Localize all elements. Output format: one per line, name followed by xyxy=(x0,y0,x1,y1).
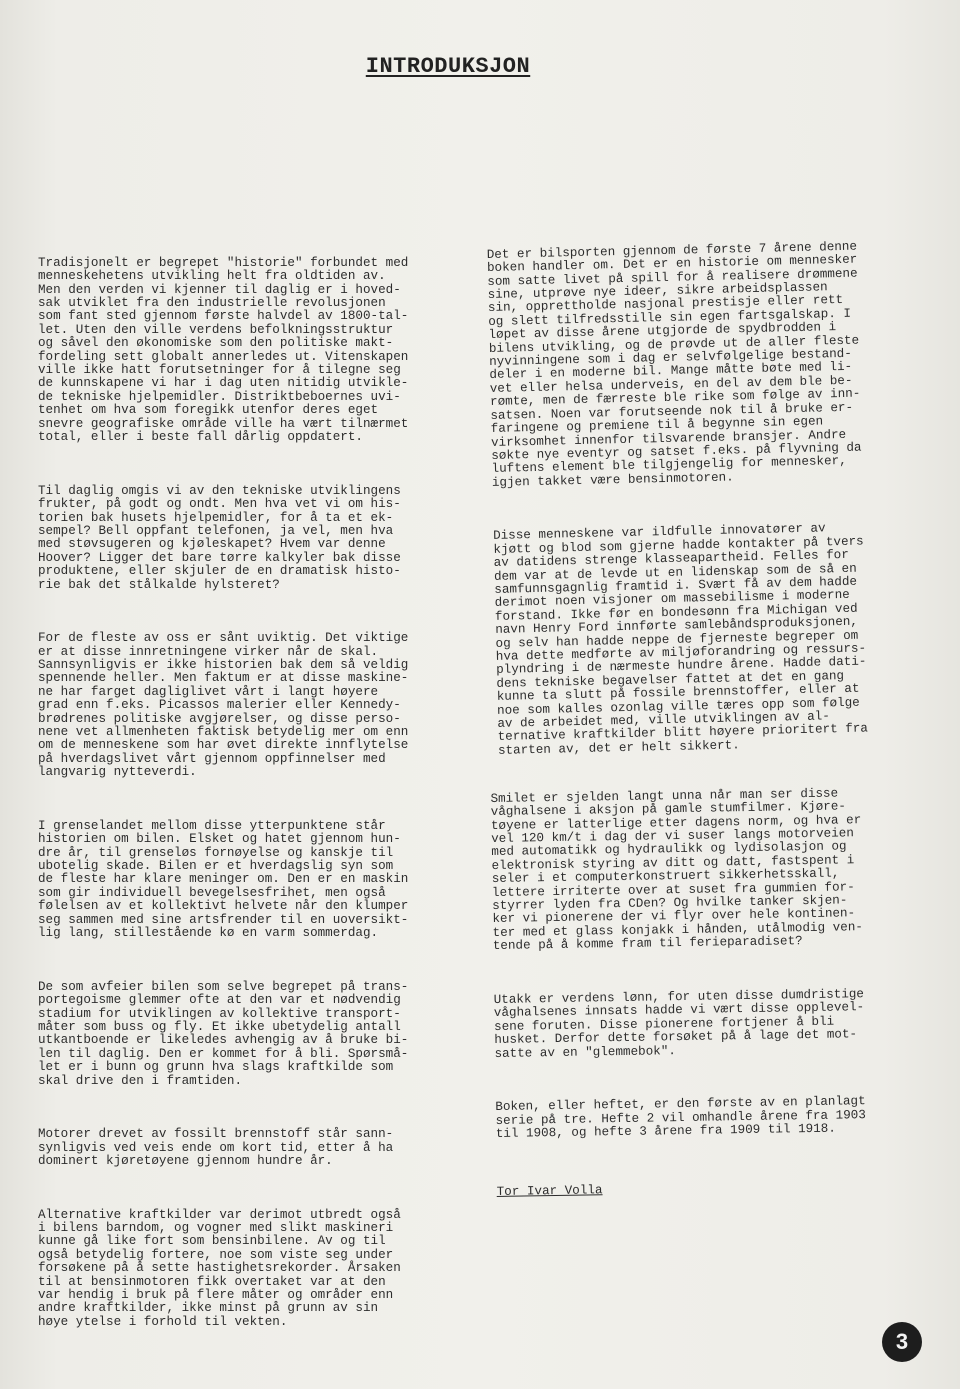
page-title: INTRODUKSJON xyxy=(365,54,531,79)
paragraph: Tradisjonelt er begrepet "historie" forbundet med menneskehetens utvikling helt fra oldtiden av. Men den verden vi kjenner til daglig er i hoved- sak utviklet fra den industrielle revolusjonen som fant sted gjennom første halvdel av 1800-tal- let. Uten den ville verdens befolkningsstruktur og såvel den økonomiske som den politiske makt- fordeling sett globalt annerledes ut. Vitenskapen ville ikke hatt forutsetninger for å tilegne seg de kunnskapene vi har i dag uten nitidig utvikle- de tekniske hjelpemidler. Distriktbeboernes uvi- tenhet om hva som foregikk utenfor deres eget snevre geografiske område ville ha vært tilnærmet total, eller i beste fall dårlig oppdatert. xyxy=(38,255,409,445)
paragraph: Utakk er verdens lønn, for uten disse dumdristige våghalsenes innsats hadde vi vært disse opplevel- sene foruten. Disse pionerene fortjener å bli husket. Derfor dette forsøket på å lage det mot- satte av en "glemmebok". xyxy=(493,987,865,1061)
paragraph: Det er bilsporten gjennom de første 7 årene denne boken handler om. Det er en historie om mennesker som satte livet på spill for å realisere drømmene sine, utprøve nye ideer, sikre arbeidsplassen sin, opprettholde nasjonal prestisje eller rett og slett tilfredsstille sin egen fartsgalskap. I løpet av disse årene utgjorde de spydbrodden i bilens utvikling, og de prøvde ut de aller fleste nyvinningene som i dag er selvfølgelige bestand- deler i en moderne bil. Mange måtte bøte med li- vet eller helsa underveis, en del av dem ble be- rømte, men de færreste ble rike som følge av inn- satsen. Noen var forutseende nok til å bruke er- faringene og premiene til å begynne sin egen virksomhet innenfor tilsvarende bransjer. Andre søkte nye eventyr og satset f.eks. på flyvning da luftens element ble tilgjengelig for mennesker, igjen takket være bensinmotoren. xyxy=(486,239,862,490)
paragraph: De som avfeier bilen som selve begrepet på trans- portegoisme glemmer ofte at den var et nødvendig stadium for utviklingen av kollektive transport- måter som buss og fly. Et ikke ubetydelig antall utkantboende er likeledes avhengig av å bruke bi- len til daglig. Den er kommet for å bli. Spørsmå- let er i bunn og grunn hva slags kraftkilde som skal drive den i framtiden. xyxy=(38,979,409,1088)
paragraph: Smilet er sjelden langt unna når man ser disse våghalsene i aksjon på gamle stumfilmer. Kjøre- tøyene er latterlige etter dagens norm, og hva er vel 120 km/t i dag der vi suser langs motorveien med automatikk og hydraulikk og lydisolasjon og elektronisk styring av ditt og datt, fastspent i seler i et computerkonstruert sikkerhetsskall, lettere irriterte over at suset fra gummien for- styrrer lyden fra CDen? Og hvilke tanker skjen- ker vi pionerene der vi flyr over hele kontinen- ter med et glass konjakk i hånden, utålmodig ven- tende på å komme fram til ferieparadiset? xyxy=(490,786,864,954)
right-column-lower xyxy=(490,759,927,1225)
paragraph: Til daglig omgis vi av den tekniske utviklingens frukter, på godt og ondt. Men hva vet vi om his- torien bak husets hjelpemidler, for å ta et ek- sempel? Bell oppfant telefonen, ja vel, men hva med støvsugeren og kjøleskapet? Hvem var denne Hoover? Ligger det bare tørre kalkyler bak disse produktene, eller skjuler de en dramatisk histo- rie bak det stålkalde hylsteret? xyxy=(38,483,401,592)
right-column-upper xyxy=(486,212,929,798)
left-column xyxy=(38,230,458,1369)
paragraph: Alternative kraftkilder var derimot utbredt også i bilens barndom, og vogner med slikt maskineri kunne gå like fort som bensinbilene. Av og til også betydelig fortere, noe som viste seg under forsøkene på å sette hastighetsrekorder. Årsaken til at bensinmotoren fikk overtaket var at den var hendig i bruk på flere måter og områder enn andre kraftkilder, ikke minst på grunn av sin høye ytelse i forhold til vekten. xyxy=(38,1207,401,1329)
page-number-badge: 3 xyxy=(882,1322,922,1362)
paragraph: Disse menneskene var ildfulle innovatører av kjøtt og blod som gjerne hadde kontakter på tvers av datidens strenge klasseapartheid. Felles for dem var at de levde ut en lidenskap som de så en samfunnsgagnlig framtid i. Svært få av dem hadde derimot noen visjoner om massebilisme i moderne forstand. Ikke før en bondesønn fra Michigan ved navn Henry Ford innførte samlebåndsproduksjonen, og selv han hadde neppe de fjerneste begreper om hva dette medførte av miljøforandring og ressurs- plyndring i de nærmeste hundre årene. Hadde dati- dens tekniske begavelser fattet at det en gang kunne ta slutt på fossile brennstoffer, eller at noe som kalles ozonlag ville tæres opp som følge av de arbeidet med, ville utviklingen av al- ternative kraftkilder blitt høyere prioritert fra starten av, det er helt sikkert. xyxy=(492,521,869,758)
paragraph: For de fleste av oss er sånt uviktig. Det viktige er at disse innretningene virker når de skal. Sannsynligvis er ikke historien bak dem så veldig spennende heller. Men faktum er at disse maskine- ne har farget dagliglivet vårt i langt høyere grad enn f.eks. Picassos malerier eller Kennedy- brødrenes politiske avgjørelser, og disse perso- nene vet allmenheten faktisk betydelig mer om enn om de menneskene som har øvet direkte innflytelse på hverdagslivet vårt gjennom oppfinnelser med langvarig nytteverdi. xyxy=(38,631,409,780)
paragraph: Boken, eller heftet, er den første av en planlagt serie på tre. Hefte 2 vil omhandle årene fra 1903 til 1908, og hefte 3 årene fra 1909 til 1918. xyxy=(495,1094,866,1141)
paragraph: Motorer drevet av fossilt brennstoff står sann- synligvis ved veis ende om kort tid, etter å ha dominert kjøretøyene gjennom hundre år. xyxy=(38,1127,394,1168)
author-signature: Tor Ivar Volla xyxy=(496,1182,603,1199)
paragraph: I grenselandet mellom disse ytterpunktene står historien om bilen. Elsket og hatet gjennom hun- dre år, til grenseløs fornøyelse og kanskje til ubotelig skade. Bilen er et hverdagslig syn som de fleste har klare meninger om. Den er en maskin som gir individuell bevegelsesfrihet, men også følelsen av et kollektivt helvete når den klumper seg sammen med sine artsfrender til en uoversikt- lig lang, stillestående kø en varm sommerdag. xyxy=(38,818,409,941)
